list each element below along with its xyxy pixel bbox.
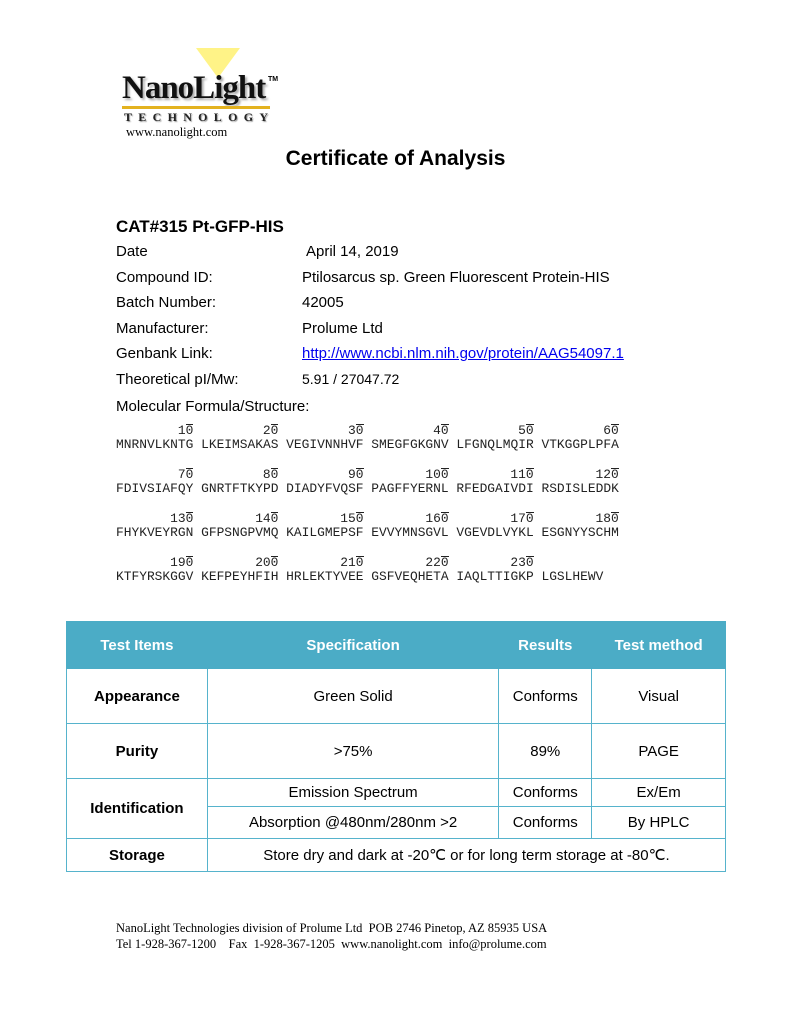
table-row xyxy=(67,839,726,872)
logo-sub: TECHNOLOGY xyxy=(124,110,275,124)
nanolight-logo xyxy=(118,48,288,143)
sequence-position: 130 xyxy=(170,511,194,526)
genbank-link[interactable]: http://www.ncbi.nlm.nih.gov/protein/AAG54097.1 xyxy=(302,345,624,362)
cell: Visual xyxy=(592,669,726,724)
cell: PAGE xyxy=(592,724,726,779)
sequence-group xyxy=(116,424,626,452)
field-label: Batch Number: xyxy=(116,294,217,311)
cell: Emission Spectrum xyxy=(207,779,498,807)
sequence-position: 30 xyxy=(348,423,364,438)
field-label: Manufacturer: xyxy=(116,319,209,337)
field-row xyxy=(116,243,399,260)
field-row xyxy=(116,294,344,311)
product-title: CAT#315 Pt-GFP-HIS xyxy=(116,217,284,236)
sequence-position: 180 xyxy=(595,511,619,526)
field-value: 42005 xyxy=(302,294,344,311)
field-row xyxy=(116,370,400,388)
page-title: Certificate of Analysis xyxy=(285,147,506,170)
sequence-position: 10 xyxy=(177,423,194,438)
sequence-position: 50 xyxy=(518,423,534,438)
cell: Conforms xyxy=(499,807,592,839)
sequence-line: FDIVSIAFQY GNRTFTKYPD DIADYFVQSF PAGFFYERNL RFEDGAIVDI RSDISLEDDK xyxy=(116,481,619,496)
field-row xyxy=(116,319,383,337)
cell: Green Solid xyxy=(207,669,498,724)
sequence-position: 200 xyxy=(255,555,279,570)
cell: Conforms xyxy=(499,779,592,807)
cell: Purity xyxy=(67,724,208,779)
field-row xyxy=(116,268,610,286)
table-row xyxy=(67,724,726,779)
field-value: Prolume Ltd xyxy=(302,319,383,337)
sequence-position: 170 xyxy=(510,511,534,526)
footer-contact: Tel 1-928-367-1200 Fax 1-928-367-1205 www.nanolight.com info@prolume.com xyxy=(116,937,547,951)
logo-text: NanoLight xyxy=(122,70,266,106)
table-row xyxy=(67,779,726,807)
sequence-position: 140 xyxy=(255,511,279,526)
sequence-position: 120 xyxy=(595,467,619,482)
sequence-position: 220 xyxy=(425,555,449,570)
cell: 89% xyxy=(499,724,592,779)
sequence-line: KTFYRSKGGV KEFPEYHFIH HRLEKTYVEE GSFVEQHETA IAQLTTIGKP LGSLHEWV xyxy=(116,569,604,584)
table-row xyxy=(67,669,726,724)
cell: Ex/Em xyxy=(592,779,726,807)
cell: Conforms xyxy=(499,669,592,724)
field-value: April 14, 2019 xyxy=(306,243,399,260)
sequence-position: 110 xyxy=(510,467,534,482)
sequence-position: 190 xyxy=(170,555,194,570)
cell: By HPLC xyxy=(592,807,726,839)
field-label: Genbank Link: xyxy=(116,345,213,362)
cell: Identification xyxy=(67,779,208,839)
header-test-items: Test Items xyxy=(67,622,208,669)
logo-bar xyxy=(122,106,270,109)
sequence-position: 230 xyxy=(510,555,534,570)
sequence-position: 90 xyxy=(348,467,364,482)
test-table xyxy=(66,621,726,872)
sequence-line: FHYKVEYRGN GFPSNGPVMQ KAILGMEPSF EVVYMNSGVL VGEVDLVYKL ESGNYYSCHM xyxy=(116,525,619,540)
sequence-group xyxy=(116,468,626,496)
sequence-group xyxy=(116,556,626,584)
field-value: Ptilosarcus sp. Green Fluorescent Protein-HIS xyxy=(302,268,610,286)
field-label: Compound ID: xyxy=(116,268,213,286)
sequence-position: 20 xyxy=(262,423,279,438)
field-label: Date xyxy=(116,243,148,260)
cell: Storage xyxy=(67,839,208,872)
sequence-group xyxy=(116,512,626,540)
sequence-position: 160 xyxy=(425,511,449,526)
cell: Store dry and dark at -20℃ or for long term storage at -80℃. xyxy=(207,839,725,872)
sequence-position: 100 xyxy=(425,467,449,482)
logo-tm: TM xyxy=(268,76,279,83)
formula-label: Molecular Formula/Structure: xyxy=(116,398,310,415)
cell: Appearance xyxy=(67,669,208,724)
footer-address: NanoLight Technologies division of Prolume Ltd POB 2746 Pinetop, AZ 85935 USA xyxy=(116,921,548,935)
sequence xyxy=(116,424,626,600)
header-specification: Specification xyxy=(207,622,498,669)
header-results: Results xyxy=(499,622,592,669)
header-test-method: Test method xyxy=(592,622,726,669)
cell: >75% xyxy=(207,724,498,779)
field-value: 5.91 / 27047.72 xyxy=(302,370,400,387)
sequence-line: MNRNVLKNTG LKEIMSAKAS VEGIVNNHVF SMEGFGKGNV LFGNQLMQIR VTKGGPLPFA xyxy=(116,437,619,452)
sequence-position: 210 xyxy=(340,555,364,570)
sequence-position: 70 xyxy=(177,467,194,482)
sequence-position: 80 xyxy=(262,467,279,482)
sequence-position: 60 xyxy=(603,423,619,438)
cell: Absorption @480nm/280nm >2 xyxy=(207,807,498,839)
footer xyxy=(116,920,547,952)
field-label: Theoretical pI/Mw: xyxy=(116,370,239,388)
field-row xyxy=(116,345,624,362)
logo-url: www.nanolight.com xyxy=(126,125,228,139)
table-header xyxy=(67,622,726,669)
sequence-position: 40 xyxy=(433,423,449,438)
sequence-position: 150 xyxy=(340,511,364,526)
